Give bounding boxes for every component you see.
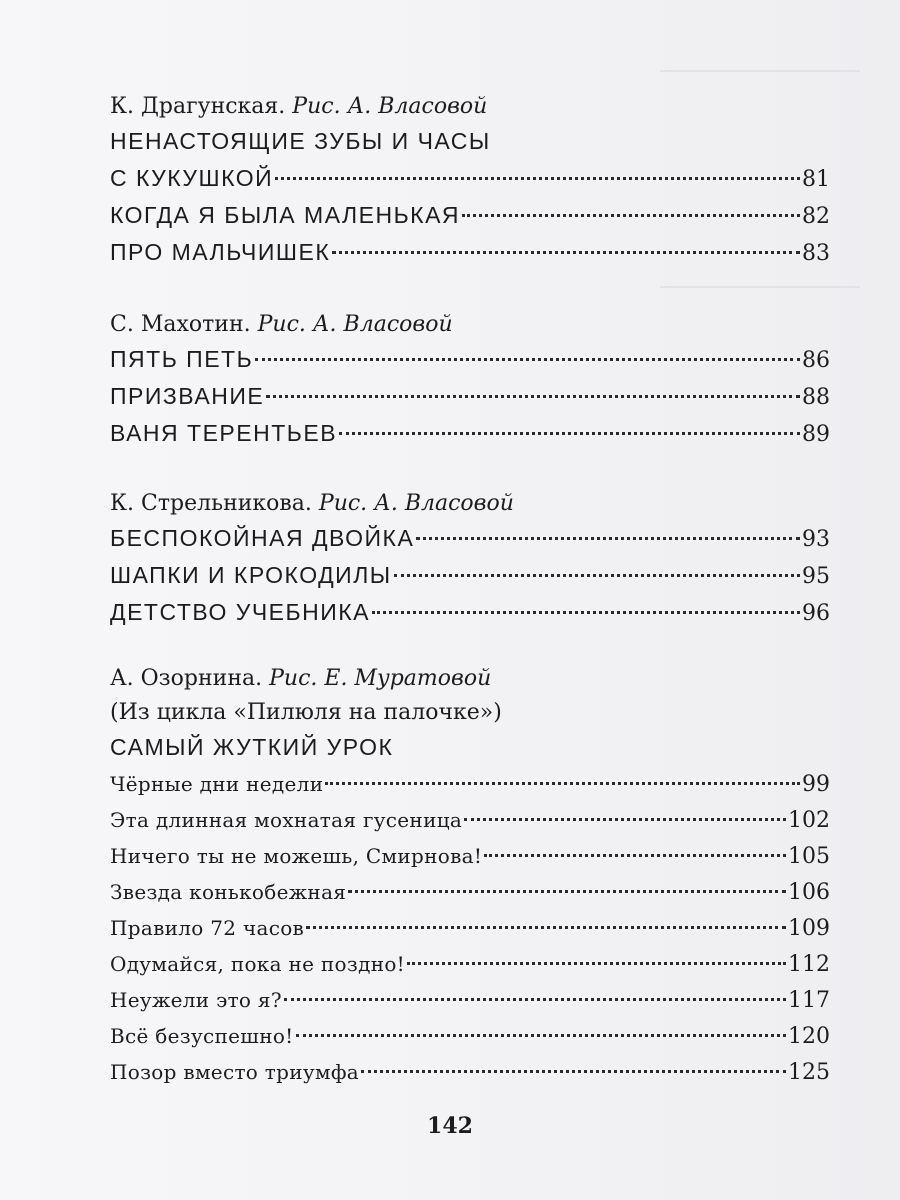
toc-entry-page: 82	[802, 204, 830, 229]
cycle-subtitle: (Из цикла «Пилюля на палочке»)	[110, 700, 502, 725]
toc-entry-page: 109	[788, 916, 830, 941]
toc-entry-page: 96	[802, 601, 830, 626]
dot-leader	[394, 574, 800, 577]
dot-leader	[306, 926, 786, 929]
toc-entry[interactable]	[110, 913, 830, 949]
story-heading: САМЫЙ ЖУТКИЙ УРОК	[110, 734, 394, 760]
toc-entry[interactable]	[110, 418, 830, 455]
toc-entry-page: 117	[788, 988, 830, 1013]
dot-leader	[275, 177, 800, 180]
illustrator-credit: Рис. А. Власовой	[257, 312, 453, 337]
toc-entry[interactable]	[110, 877, 830, 913]
dot-leader	[464, 818, 786, 821]
toc-entry[interactable]	[110, 163, 830, 200]
toc-entry[interactable]	[110, 985, 830, 1021]
author-name: А. Озорнина.	[110, 666, 263, 691]
dot-leader	[296, 1034, 786, 1037]
toc-entry-title: Чёрные дни недели	[110, 772, 324, 796]
toc-entry[interactable]	[110, 381, 830, 418]
toc-entry-title: С КУКУШКОЙ	[110, 165, 274, 191]
dot-leader	[361, 1070, 786, 1073]
dot-leader	[332, 251, 800, 254]
toc-entry-page: 83	[802, 241, 830, 266]
author-line	[110, 664, 830, 694]
illustrator-credit: Рис. Е. Муратовой	[269, 666, 492, 691]
author-line	[110, 489, 830, 519]
toc-entry[interactable]	[110, 949, 830, 985]
toc-entry[interactable]	[110, 841, 830, 877]
toc-entry[interactable]	[110, 597, 830, 634]
toc-entry-page: 99	[802, 772, 830, 797]
toc-entry-title: Правило 72 часов	[110, 916, 305, 940]
toc-entry-page: 125	[788, 1060, 830, 1085]
toc-entry-title: Всё безуспешно!	[110, 1024, 294, 1048]
toc-entry-page: 95	[802, 564, 830, 589]
toc-entry-page: 105	[788, 844, 830, 869]
author-line	[110, 310, 830, 340]
dot-leader	[348, 890, 786, 893]
page-number: 142	[427, 1113, 473, 1139]
toc-entry-title: ВАНЯ ТЕРЕНТЬЕВ	[110, 420, 338, 446]
toc-entry-page: 102	[788, 808, 830, 833]
toc-section-dragunskaya	[110, 92, 830, 274]
toc-entry-page: 112	[788, 952, 830, 977]
toc-entry[interactable]	[110, 1021, 830, 1057]
bleed-through-line	[660, 70, 860, 72]
author-name: К. Драгунская.	[110, 94, 286, 119]
toc-entry-title: Звезда конькобежная	[110, 880, 347, 904]
toc-entry[interactable]	[110, 805, 830, 841]
toc-entry-title: Неужели это я?	[110, 988, 282, 1012]
toc-entry-page: 86	[802, 348, 830, 373]
toc-section-strelnikova	[110, 489, 830, 634]
toc-entry[interactable]	[110, 560, 830, 597]
dot-leader	[462, 214, 800, 217]
toc-entry[interactable]	[110, 237, 830, 274]
toc-entry[interactable]	[110, 769, 830, 805]
toc-entry-title: БЕСПОКОЙНАЯ ДВОЙКА	[110, 525, 415, 551]
story-heading: НЕНАСТОЯЩИЕ ЗУБЫ И ЧАСЫ	[110, 128, 491, 154]
toc-entry[interactable]	[110, 200, 830, 237]
toc-section-makhotin	[110, 310, 830, 455]
toc-entry[interactable]	[110, 523, 830, 560]
illustrator-credit: Рис. А. Власовой	[292, 94, 488, 119]
toc-entry-title: КОГДА Я БЫЛА МАЛЕНЬКАЯ	[110, 202, 461, 228]
toc-entry-title: ДЕТСТВО УЧЕБНИКА	[110, 599, 370, 625]
dot-leader	[372, 611, 800, 614]
toc-entry-title: ШАПКИ И КРОКОДИЛЫ	[110, 562, 392, 588]
toc-entry-title: ПРО МАЛЬЧИШЕК	[110, 239, 331, 265]
author-name: С. Махотин.	[110, 312, 251, 337]
toc-entry-page: 120	[788, 1024, 830, 1049]
illustrator-credit: Рис. А. Власовой	[318, 491, 514, 516]
toc-entry-title: Позор вместо триумфа	[110, 1060, 360, 1084]
toc-entry-page: 81	[802, 167, 830, 192]
toc-entry-page: 93	[802, 527, 830, 552]
toc-entry-title: Одумайся, пока не поздно!	[110, 952, 405, 976]
author-name: К. Стрельникова.	[110, 491, 312, 516]
toc-entry[interactable]	[110, 1057, 830, 1093]
author-line	[110, 92, 830, 122]
toc-entry-page: 89	[802, 422, 830, 447]
toc-entry-title: Ничего ты не можешь, Смирнова!	[110, 844, 483, 868]
toc-entry-title: ПЯТЬ ПЕТЬ	[110, 346, 254, 372]
toc-section-ozornina	[110, 664, 830, 1093]
toc-entry-title: ПРИЗВАНИЕ	[110, 383, 265, 409]
toc-entry-title: Эта длинная мохнатая гусеница	[110, 808, 463, 832]
dot-leader	[325, 782, 800, 785]
dot-leader	[416, 537, 800, 540]
toc-entry-page: 88	[802, 385, 830, 410]
dot-leader	[266, 395, 800, 398]
toc-entry-page: 106	[788, 880, 830, 905]
dot-leader	[407, 962, 786, 965]
dot-leader	[339, 432, 800, 435]
dot-leader	[284, 998, 786, 1001]
dot-leader	[255, 358, 800, 361]
dot-leader	[484, 854, 786, 857]
bleed-through-line	[660, 286, 860, 288]
toc-entry[interactable]	[110, 344, 830, 381]
